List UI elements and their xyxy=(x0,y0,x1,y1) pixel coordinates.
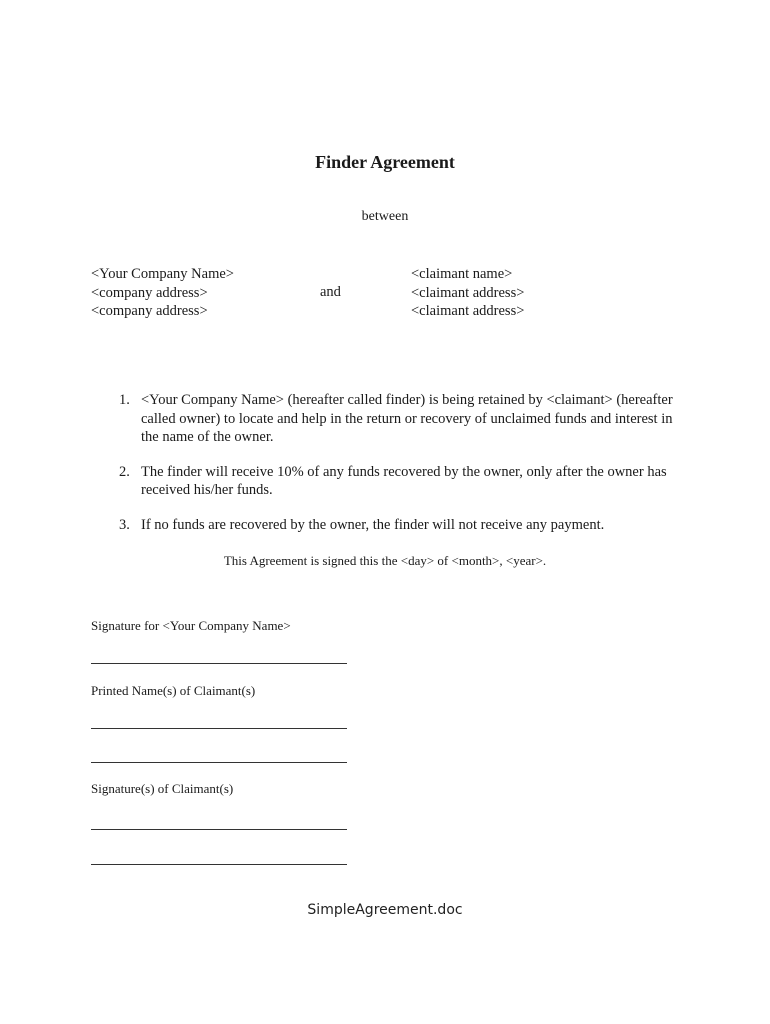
clause-text: The finder will receive 10% of any funds recovered by the owner, only after the owner has received his/her funds. xyxy=(141,463,667,498)
printed-names-label: Printed Name(s) of Claimant(s) xyxy=(91,683,256,698)
company-name-placeholder: <Your Company Name> xyxy=(91,266,234,282)
claimant-address-placeholder-2: <claimant address> xyxy=(411,303,525,319)
footer-filename: SimpleAgreement.doc xyxy=(307,902,463,918)
clause-number: 3. xyxy=(119,516,130,533)
clause-item xyxy=(91,516,691,535)
clause-number: 2. xyxy=(119,463,130,480)
clause-number: 1. xyxy=(119,392,130,408)
document-title: Finder Agreement xyxy=(315,152,455,172)
clause-item xyxy=(91,463,691,500)
claimant-signatures-label: Signature(s) of Claimant(s) xyxy=(91,781,234,796)
clause-text: If no funds are recovered by the owner, the finder will not receive any payment. xyxy=(141,516,605,533)
clause-text: <Your Company Name> (hereafter called finder) is being retained by <claimant> (hereafter called owner) to locate and help in the return or recovery of unclaimed funds and interest in the name of the owner. xyxy=(141,392,673,445)
company-address-placeholder-1: <company address> xyxy=(91,284,208,301)
clause-list xyxy=(91,391,691,550)
party-right-block xyxy=(411,265,524,321)
company-signature-line[interactable] xyxy=(91,663,347,664)
claimant-address-placeholder-1: <claimant address> xyxy=(411,284,525,301)
claimant-name-placeholder: <claimant name> xyxy=(411,266,513,282)
and-text: and xyxy=(320,284,341,300)
printed-name-line-2[interactable] xyxy=(91,762,347,763)
party-left-block xyxy=(91,265,234,321)
claimant-signature-line-1[interactable] xyxy=(91,829,347,830)
printed-name-line-1[interactable] xyxy=(91,728,347,729)
claimant-signature-line-2[interactable] xyxy=(91,864,347,865)
signed-date-text: This Agreement is signed this the <day> of <month>, <year>. xyxy=(223,553,547,568)
clause-item xyxy=(91,391,691,447)
company-signature-label: Signature for <Your Company Name> xyxy=(91,618,291,633)
company-address-placeholder-2: <company address> xyxy=(91,303,208,319)
between-text: between xyxy=(361,209,409,224)
